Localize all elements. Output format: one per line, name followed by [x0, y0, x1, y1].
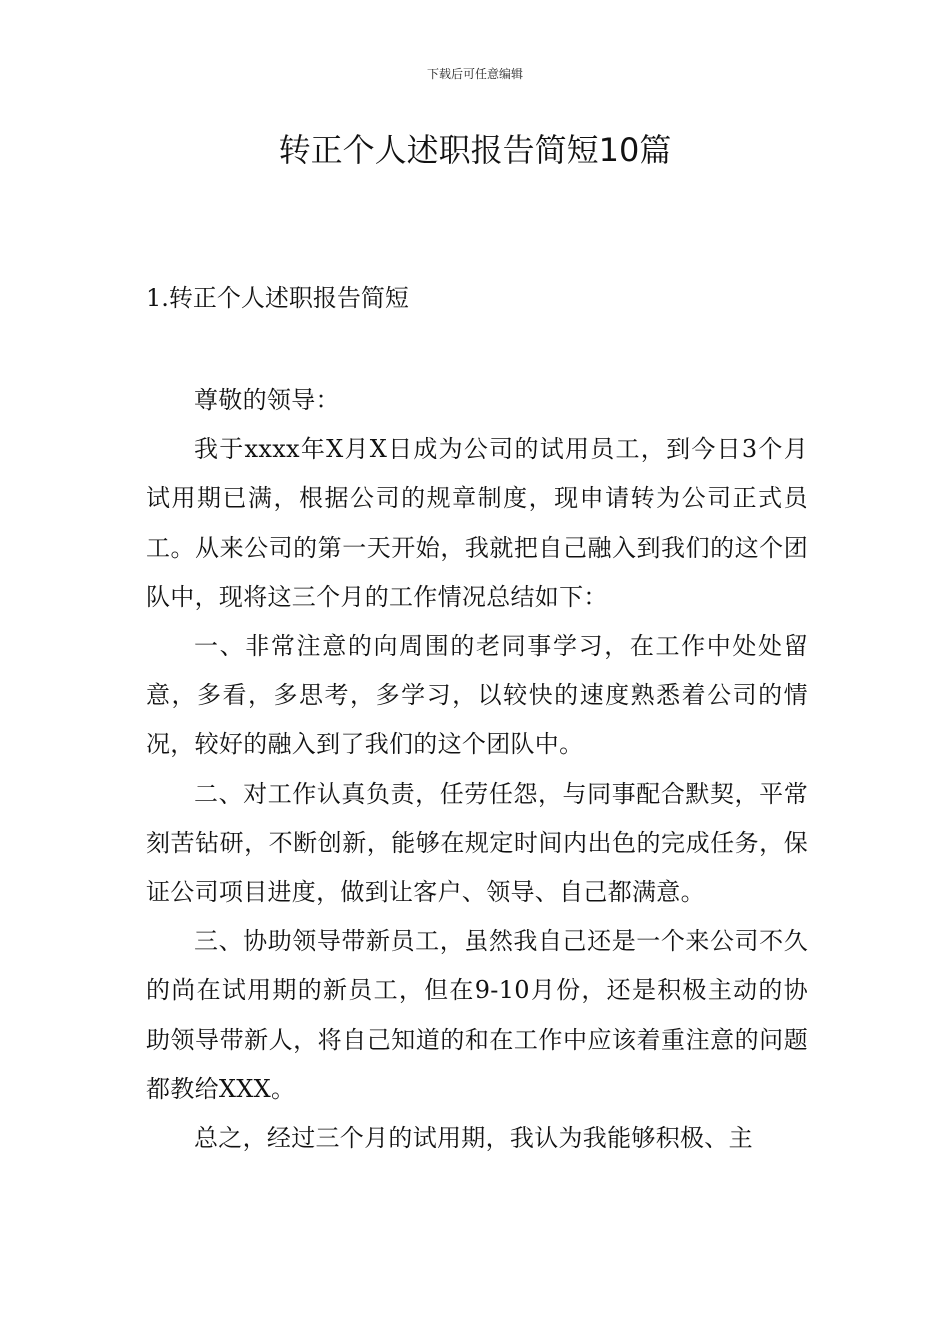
- point-three-paragraph: 三、协助领导带新员工，虽然我自己还是一个来公司不久的尚在试用期的新员工，但在9-10月份，还是积极主动的协助领导带新人，将自己知道的和在工作中应该着重注意的问题都教给XXX。: [146, 927, 808, 1103]
- point-one-paragraph: 一、非常注意的向周围的老同事学习，在工作中处处留意，多看，多思考，多学习，以较快的速度熟悉着公司的情况，较好的融入到了我们的这个团队中。: [146, 632, 808, 759]
- point-two-paragraph: 二、对工作认真负责，任劳任怨，与同事配合默契，平常刻苦钻研，不断创新，能够在规定时间内出色的完成任务，保证公司项目进度，做到让客户、领导、自己都满意。: [146, 779, 808, 907]
- intro-paragraph: 我于xxxx年X月X日成为公司的试用员工，到今日3个月试用期已满，根据公司的规章制度，现申请转为公司正式员工。从来公司的第一天开始，我就把自己融入到我们的这个团队中，现将这三个月的工作情况总结如下：: [146, 435, 808, 611]
- document-body: [146, 376, 808, 1163]
- document-title: 转正个人述职报告简短10篇: [278, 131, 672, 169]
- summary-paragraph: 总之，经过三个月的试用期，我认为我能够积极、主: [194, 1124, 753, 1153]
- salutation-paragraph: 尊敬的领导：: [194, 386, 340, 414]
- header-note: 下载后可任意编辑: [426, 67, 523, 81]
- section-heading: 1.转正个人述职报告简短: [146, 284, 409, 312]
